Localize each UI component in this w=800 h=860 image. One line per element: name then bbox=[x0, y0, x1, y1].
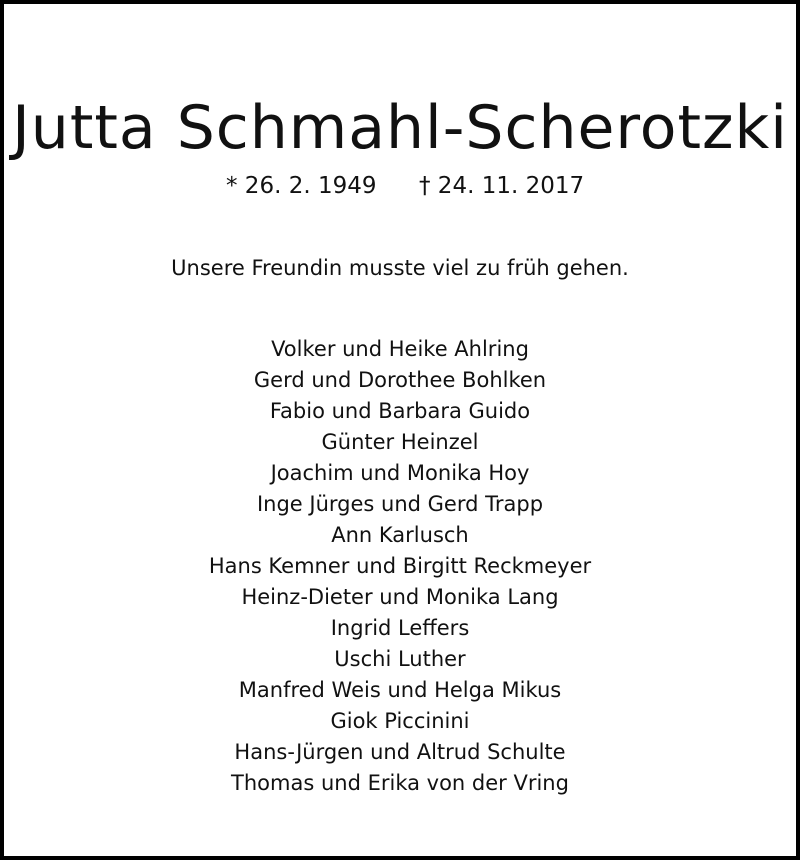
life-dates bbox=[4, 168, 796, 204]
mourner-entry: Fabio und Barbara Guido bbox=[269, 399, 531, 423]
death-date: † 24. 11. 2017 bbox=[419, 173, 585, 199]
mourner-entry: Gerd und Dorothee Bohlken bbox=[253, 368, 547, 392]
mourner-entry: Hans-Jürgen und Altrud Schulte bbox=[234, 740, 566, 764]
mourner-entry: Ann Karlusch bbox=[331, 523, 469, 547]
mourner-entry: Volker und Heike Ahlring bbox=[271, 337, 529, 361]
condolence-message: Unsere Freundin musste viel zu früh gehen. bbox=[171, 256, 629, 280]
mourner-entry: Giok Piccinini bbox=[330, 709, 470, 733]
mourners-list bbox=[4, 334, 796, 799]
mourner-entry: Ingrid Leffers bbox=[330, 616, 470, 640]
mourner-entry: Heinz-Dieter und Monika Lang bbox=[241, 585, 559, 609]
mourner-entry: Uschi Luther bbox=[334, 647, 466, 671]
mourner-entry: Joachim und Monika Hoy bbox=[270, 461, 530, 485]
mourner-entry: Inge Jürges und Gerd Trapp bbox=[256, 492, 544, 516]
mourner-entry: Günter Heinzel bbox=[321, 430, 479, 454]
birth-date: * 26. 2. 1949 bbox=[226, 173, 377, 199]
mourner-entry: Hans Kemner und Birgitt Reckmeyer bbox=[208, 554, 592, 578]
mourner-entry: Thomas und Erika von der Vring bbox=[231, 771, 569, 795]
deceased-name: Jutta Schmahl-Scherotzki bbox=[12, 93, 788, 163]
mourner-entry: Manfred Weis und Helga Mikus bbox=[238, 678, 562, 702]
